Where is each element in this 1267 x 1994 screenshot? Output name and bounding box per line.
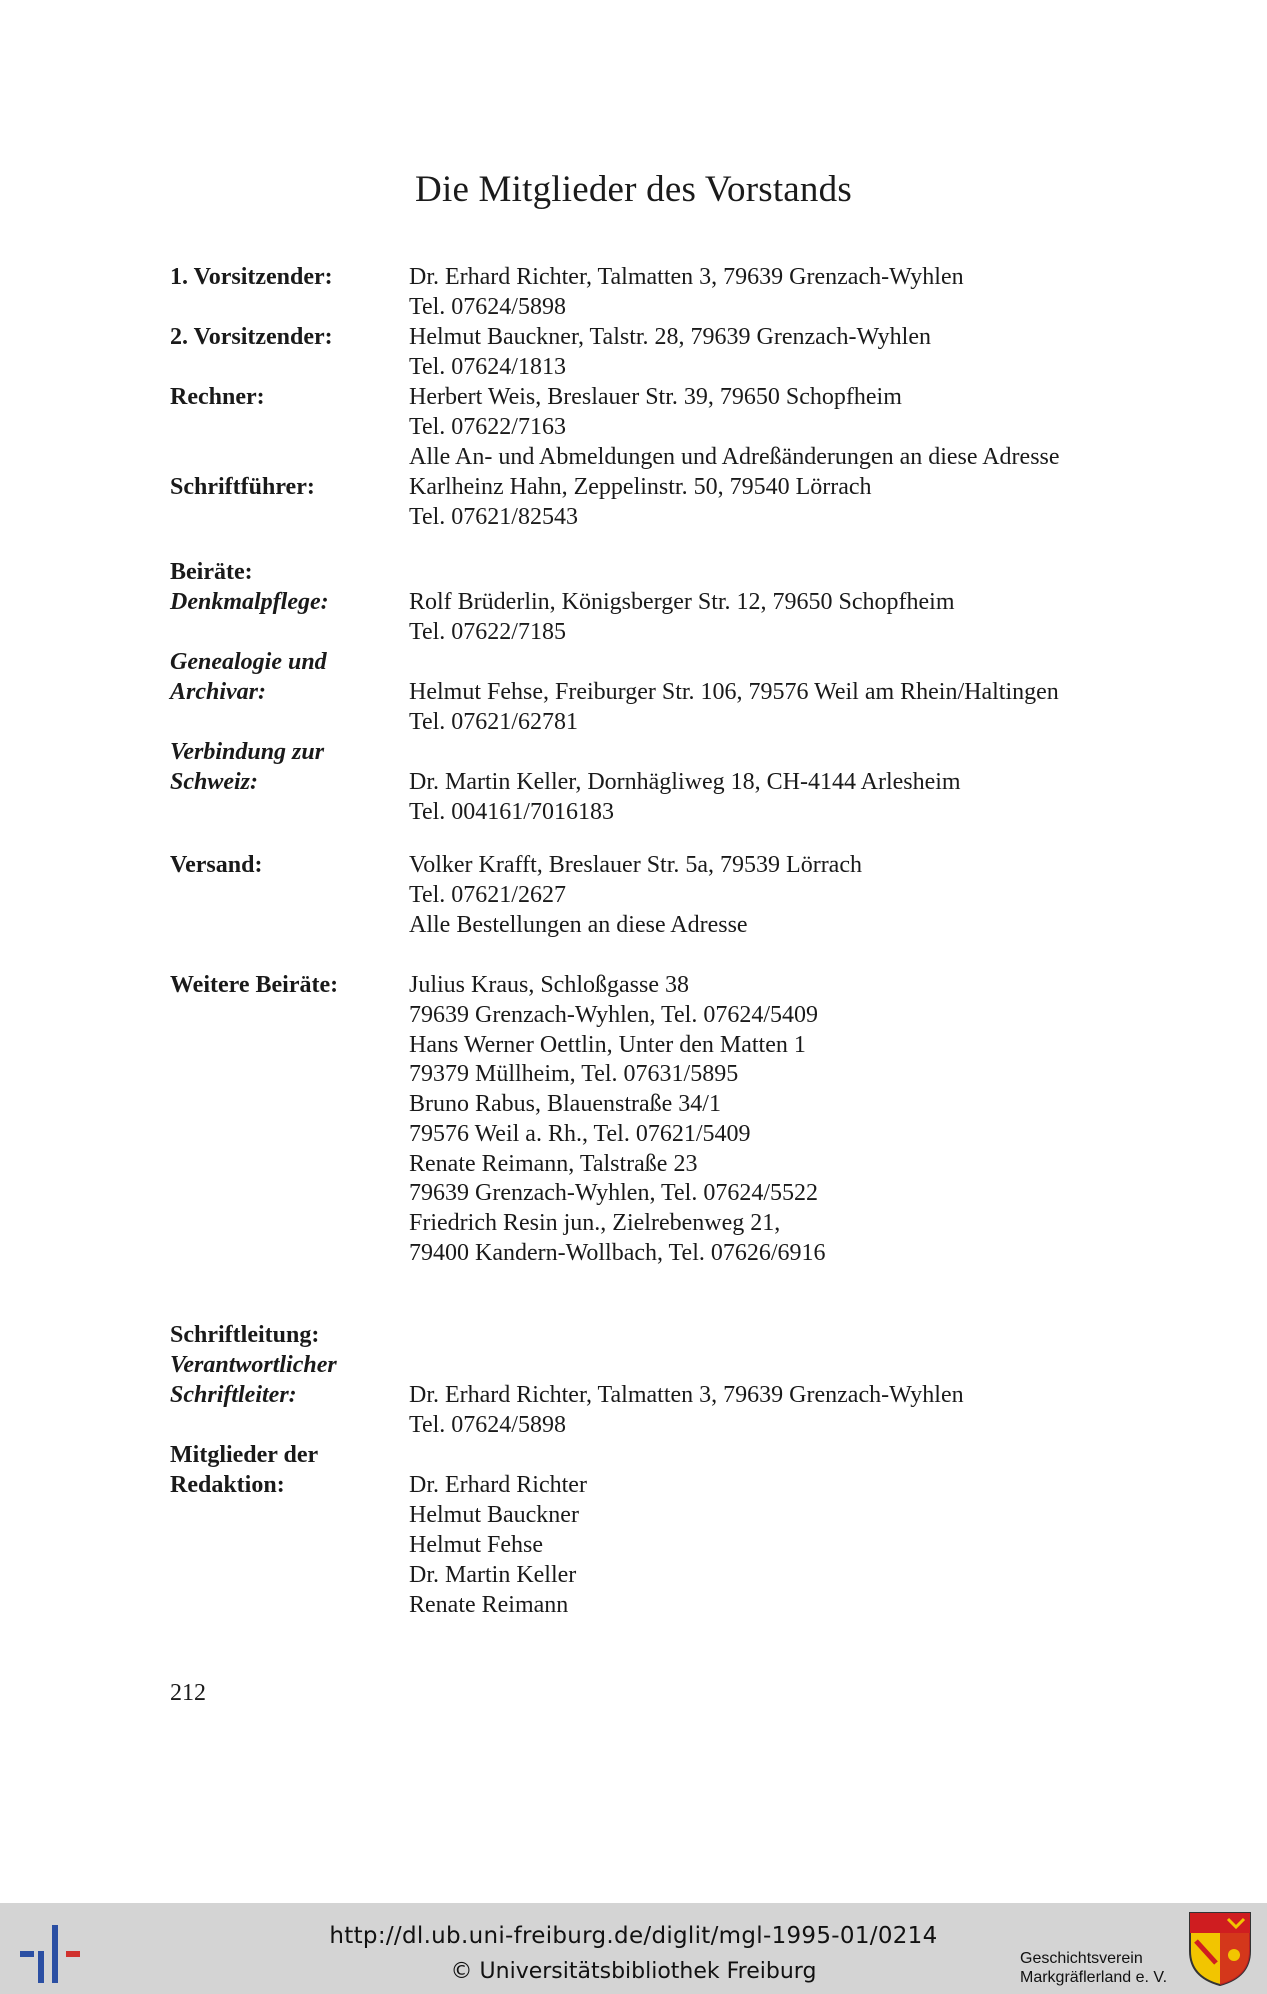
entry-line: 79576 Weil a. Rh., Tel. 07621/5409 xyxy=(409,1121,751,1147)
entry-line: Tel. 07624/5898 xyxy=(409,1412,566,1438)
entry-line: Bruno Rabus, Blauenstraße 34/1 xyxy=(409,1091,721,1117)
heading-beiraete: Beiräte: xyxy=(170,559,253,585)
entry-line: Dr. Erhard Richter, Talmatten 3, 79639 Grenzach-Wyhlen xyxy=(409,264,964,290)
entry-line: Karlheinz Hahn, Zeppelinstr. 50, 79540 Lörrach xyxy=(409,474,872,500)
entry-line: 79639 Grenzach-Wyhlen, Tel. 07624/5522 xyxy=(409,1180,818,1206)
entry-line: 79400 Kandern-Wollbach, Tel. 07626/6916 xyxy=(409,1240,826,1266)
entry-line: Tel. 07622/7185 xyxy=(409,619,566,645)
entry-line: Hans Werner Oettlin, Unter den Matten 1 xyxy=(409,1032,806,1058)
footer-organization xyxy=(1020,1949,1180,1987)
label-versand: Versand: xyxy=(170,852,263,878)
label-rechner: Rechner: xyxy=(170,384,265,410)
footer-bar xyxy=(0,1903,1267,1994)
entry-line: Tel. 07624/5898 xyxy=(409,294,566,320)
entry-line: Tel. 07624/1813 xyxy=(409,354,566,380)
entry-line: Renate Reimann xyxy=(409,1592,569,1618)
entry-line: Renate Reimann, Talstraße 23 xyxy=(409,1151,698,1177)
label-archivar: Archivar: xyxy=(170,679,266,705)
entry-line: Dr. Erhard Richter xyxy=(409,1472,587,1498)
entry-line: Dr. Martin Keller, Dornhägliweg 18, CH-4144 Arlesheim xyxy=(409,769,961,795)
footer-copyright: © Universitätsbibliothek Freiburg xyxy=(450,1959,817,1984)
label-verantwortlicher: Verantwortlicher xyxy=(170,1352,337,1378)
entry-line: Tel. 004161/7016183 xyxy=(409,799,614,825)
label-1-vorsitzender: 1. Vorsitzender: xyxy=(170,264,333,290)
entry-line: Tel. 07622/7163 xyxy=(409,414,566,440)
label-schriftleiter: Schriftleiter: xyxy=(170,1382,297,1408)
label-mitglieder-der: Mitglieder der xyxy=(170,1442,319,1468)
page-title: Die Mitglieder des Vorstands xyxy=(415,169,852,210)
label-verbindung: Verbindung zur xyxy=(170,739,325,765)
entry-line: Herbert Weis, Breslauer Str. 39, 79650 Schopfheim xyxy=(409,384,902,410)
footer-url-link[interactable]: http://dl.ub.uni-freiburg.de/diglit/mgl-1995-01/0214 xyxy=(329,1923,938,1949)
entry-line: Volker Krafft, Breslauer Str. 5a, 79539 Lörrach xyxy=(409,852,862,878)
label-schweiz: Schweiz: xyxy=(170,769,259,795)
entry-line: Rolf Brüderlin, Königsberger Str. 12, 79650 Schopfheim xyxy=(409,589,955,615)
entry-line: Friedrich Resin jun., Zielrebenweg 21, xyxy=(409,1210,781,1236)
entry-line: Dr. Martin Keller xyxy=(409,1562,577,1588)
label-redaktion: Redaktion: xyxy=(170,1472,285,1498)
entry-line: Helmut Fehse, Freiburger Str. 106, 79576 Weil am Rhein/Haltingen xyxy=(409,679,1059,705)
label-2-vorsitzender: 2. Vorsitzender: xyxy=(170,324,333,350)
entry-line: Helmut Fehse xyxy=(409,1532,543,1558)
entry-line: Alle Bestellungen an diese Adresse xyxy=(409,912,748,938)
entry-line: 79379 Müllheim, Tel. 07631/5895 xyxy=(409,1061,739,1087)
org-name-line-1: Geschichtsverein xyxy=(1020,1950,1143,1967)
coat-of-arms-icon xyxy=(1188,1911,1252,1987)
entry-line: Helmut Bauckner, Talstr. 28, 79639 Grenzach-Wyhlen xyxy=(409,324,931,350)
entry-line: Tel. 07621/62781 xyxy=(409,709,578,735)
entry-line: Tel. 07621/82543 xyxy=(409,504,578,530)
entry-line: Tel. 07621/2627 xyxy=(409,882,566,908)
entry-line: Helmut Bauckner xyxy=(409,1502,579,1528)
org-name-line-2: Markgräflerland e. V. xyxy=(1020,1969,1168,1986)
entry-line: Julius Kraus, Schloßgasse 38 xyxy=(409,972,689,998)
label-schriftfuehrer: Schriftführer: xyxy=(170,474,315,500)
entry-line: Dr. Erhard Richter, Talmatten 3, 79639 Grenzach-Wyhlen xyxy=(409,1382,964,1408)
label-genealogie: Genealogie und xyxy=(170,649,327,675)
entry-line: 79639 Grenzach-Wyhlen, Tel. 07624/5409 xyxy=(409,1002,818,1028)
entry-line: Alle An- und Abmeldungen und Adreßänderungen an diese Adresse xyxy=(409,444,1060,470)
label-denkmalpflege: Denkmalpflege: xyxy=(170,589,329,615)
label-weitere-beiraete: Weitere Beiräte: xyxy=(170,972,339,998)
page-number: 212 xyxy=(170,1680,206,1706)
heading-schriftleitung: Schriftleitung: xyxy=(170,1322,320,1348)
